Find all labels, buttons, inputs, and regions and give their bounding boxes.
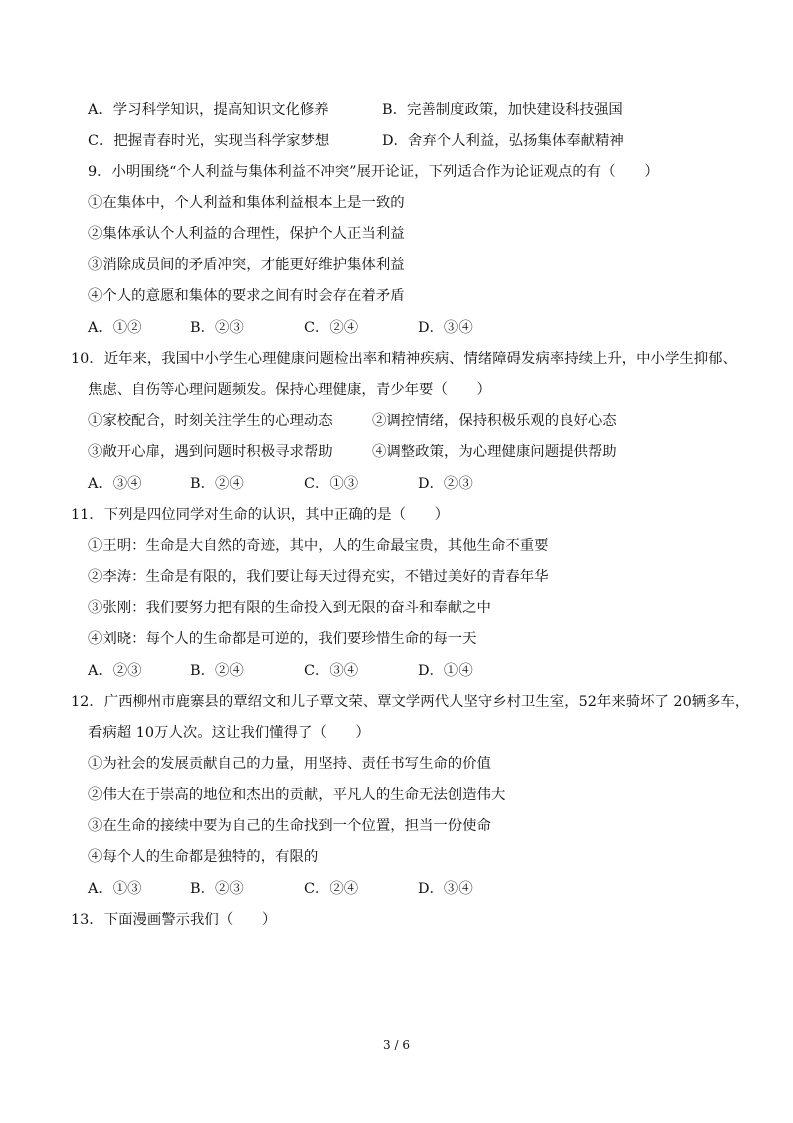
q12-option-a: A．①③	[88, 881, 142, 897]
q9-option-a: A．①②	[88, 320, 142, 336]
q10-item-2: ②调控情绪，保持积极乐观的良好心态	[372, 413, 617, 429]
q11-option-c: C．③④	[304, 663, 359, 679]
q11-option-d: D．①④	[418, 663, 473, 679]
q8-option-c: C．把握青春时光，实现当科学家梦想	[88, 133, 330, 149]
q12-item-2: ②伟大在于崇高的地位和杰出的贡献，平凡人的生命无法创造伟大	[88, 787, 506, 803]
q10-stem-line-1: 10．近年来，我国中小学生心理健康问题检出率和精神疾病、情绪障碍发病率持续上升，中小学生抑郁、	[71, 351, 737, 367]
q8-option-d: D．舍弃个人利益，弘扬集体奉献精神	[382, 133, 624, 149]
q8-option-b: B．完善制度政策，加快建设科技强国	[382, 102, 623, 118]
q11-item-4: ④刘晓：每个人的生命都是可逆的，我们要珍惜生命的每一天	[88, 631, 477, 647]
q8-option-a: A．学习科学知识，提高知识文化修养	[88, 102, 329, 118]
q10-item-3: ③敞开心扉，遇到问题时积极寻求帮助	[88, 444, 333, 460]
q9-item-4: ④个人的意愿和集体的要求之间有时会存在着矛盾	[88, 288, 405, 304]
q9-stem: 9．小明围绕“个人利益与集体利益不冲突”展开论证，下列适合作为论证观点的有（ ）	[88, 164, 659, 180]
q9-item-3: ③消除成员间的矛盾冲突，才能更好维护集体利益	[88, 257, 405, 273]
q12-item-4: ④每个人的生命都是独特的，有限的	[88, 849, 319, 865]
q10-option-a: A．③④	[88, 476, 142, 492]
q9-item-2: ②集体承认个人利益的合理性，保护个人正当利益	[88, 226, 405, 242]
q11-item-1: ①王明：生命是大自然的奇迹，其中，人的生命最宝贵，其他生命不重要	[88, 538, 549, 554]
page-number: 3 / 6	[383, 1038, 410, 1052]
q9-option-b: B．②③	[190, 320, 244, 336]
q11-stem: 11．下列是四位同学对生命的认识，其中正确的是（ ）	[71, 507, 450, 523]
q12-option-c: C．②④	[304, 881, 359, 897]
q10-option-d: D．②③	[418, 476, 473, 492]
q9-option-d: D．③④	[418, 320, 473, 336]
q12-stem-line-2: 看病超 10万人次。这让我们懂得了（ ）	[88, 725, 370, 741]
q13-stem: 13．下面漫画警示我们（ ）	[71, 912, 277, 928]
q10-stem-line-2: 焦虑、自伤等心理问题频发。保持心理健康，青少年要（ ）	[88, 382, 491, 398]
q10-option-b: B．②④	[190, 476, 244, 492]
q11-option-b: B．②④	[190, 663, 244, 679]
q12-stem-line-1: 12．广西柳州市鹿寨县的覃绍文和儿子覃文荣、覃文学两代人坚守乡村卫生室，52年来骑坏了 20辆多车，	[71, 694, 750, 710]
q12-option-d: D．③④	[418, 881, 473, 897]
q9-option-c: C．②④	[304, 320, 359, 336]
q12-item-1: ①为社会的发展贡献自己的力量，用坚持、责任书写生命的价值	[88, 756, 491, 772]
q10-item-1: ①家校配合，时刻关注学生的心理动态	[88, 413, 333, 429]
q12-item-3: ③在生命的接续中要为自己的生命找到一个位置，担当一份使命	[88, 818, 491, 834]
q10-item-4: ④调整政策，为心理健康问题提供帮助	[372, 444, 617, 460]
q10-option-c: C．①③	[304, 476, 359, 492]
q11-item-3: ③张刚：我们要努力把有限的生命投入到无限的奋斗和奉献之中	[88, 600, 491, 616]
q11-option-a: A．②③	[88, 663, 142, 679]
q9-item-1: ①在集体中，个人利益和集体利益根本上是一致的	[88, 195, 405, 211]
q12-option-b: B．②③	[190, 881, 244, 897]
q11-item-2: ②李涛：生命是有限的，我们要让每天过得充实，不错过美好的青春年华	[88, 569, 549, 585]
